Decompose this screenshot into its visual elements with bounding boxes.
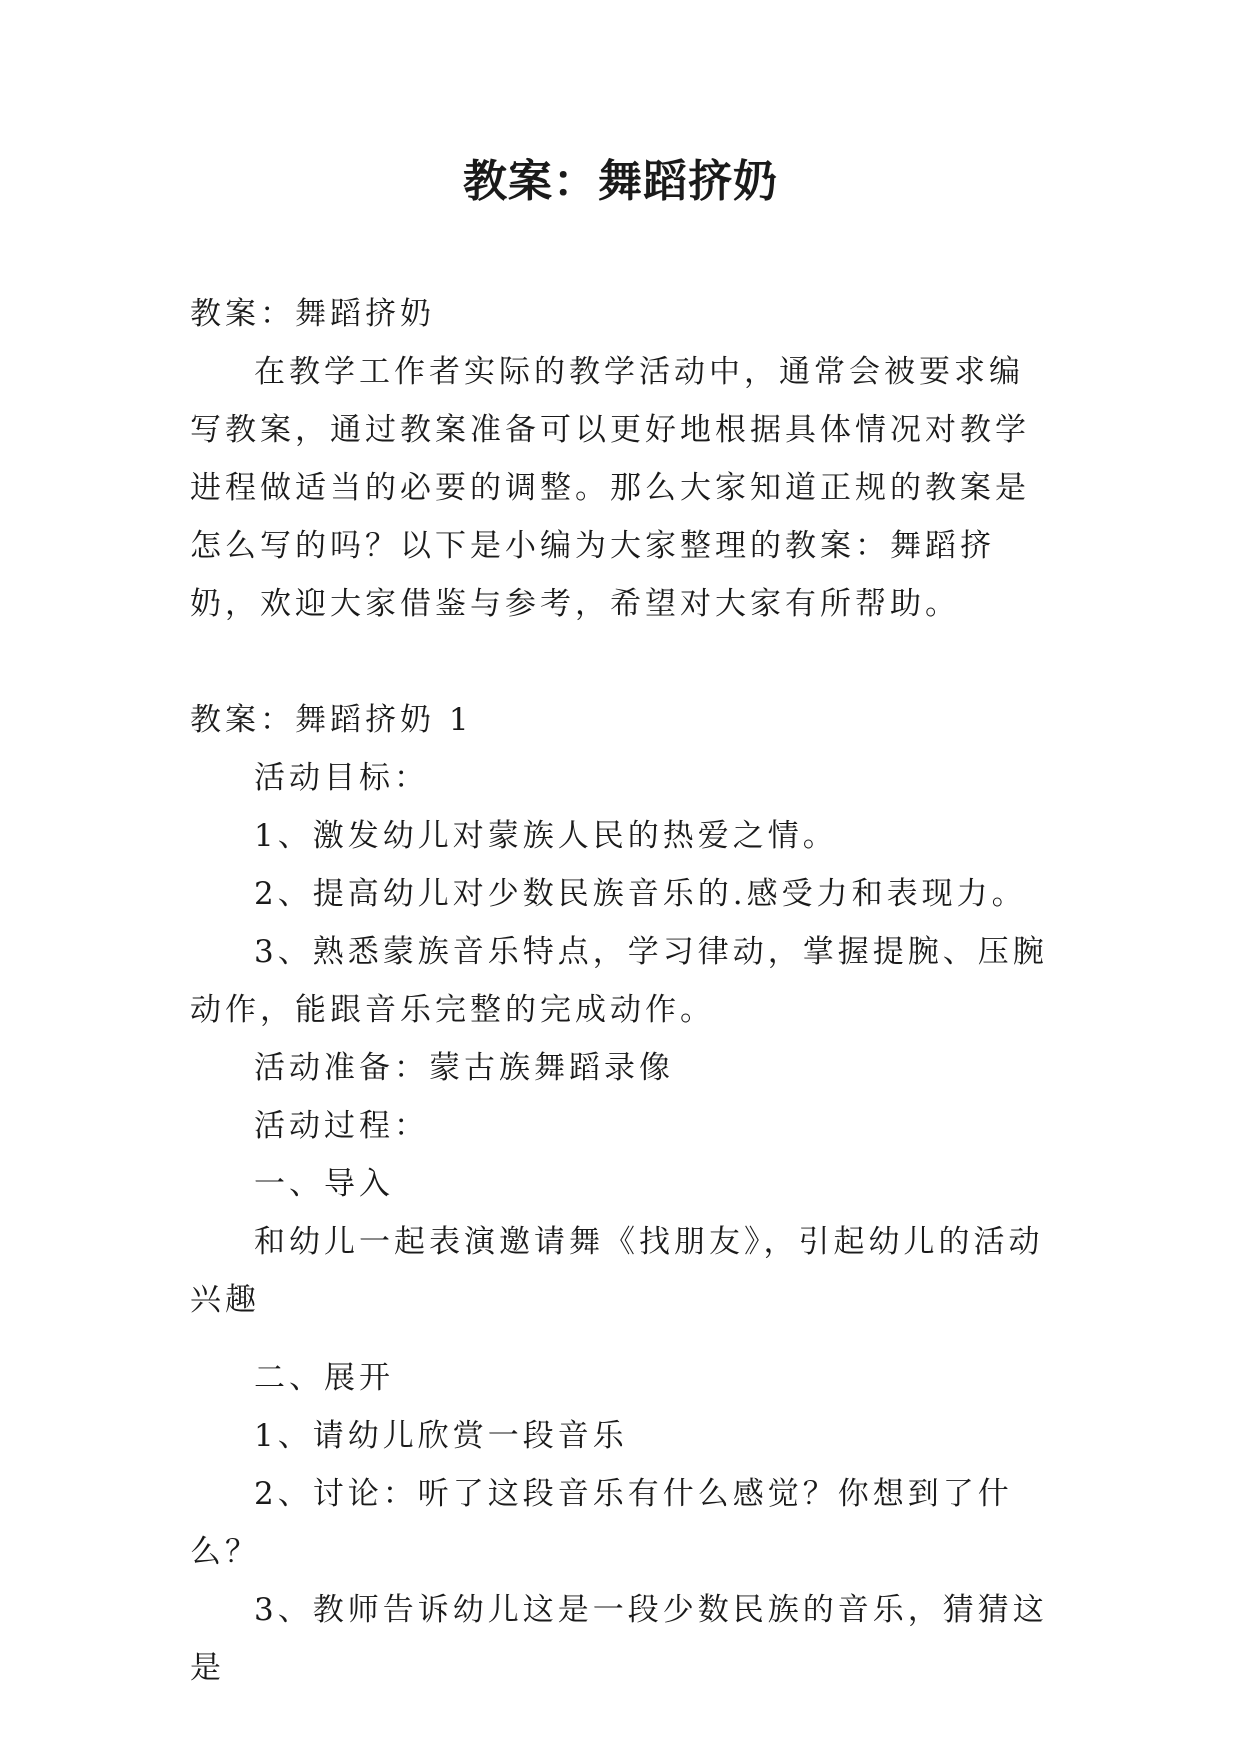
expand-step-2: 2、讨论：听了这段音乐有什么感觉？你想到了什么？ [190,1476,1013,1570]
intro-paragraph: 在教学工作者实际的教学活动中，通常会被要求编写教案，通过教案准备可以更好地根据具体情况对教学进程做适当的必要的调整。那么大家知道正规的教案是怎么写的吗？以下是小编为大家整理的教案：舞蹈挤奶，欢迎大家借鉴与参考，希望对大家有所帮助。 [190,354,1030,622]
document-title: 教案：舞蹈挤奶 [463,156,778,207]
section-heading-intro: 教案：舞蹈挤奶 [190,296,435,332]
goal-item-2: 2、提高幼儿对少数民族音乐的.感受力和表现力。 [254,876,1027,912]
activity-preparation: 活动准备：蒙古族舞蹈录像 [254,1050,674,1086]
step-heading-expand: 二、展开 [254,1360,394,1396]
intro-step-text: 和幼儿一起表演邀请舞《找朋友》，引起幼儿的活动兴趣 [190,1224,1044,1318]
goal-item-1: 1、激发幼儿对蒙族人民的热爱之情。 [254,818,838,854]
activity-process-heading: 活动过程： [254,1108,429,1144]
expand-step-1: 1、请幼儿欣赏一段音乐 [254,1418,628,1454]
activity-goals-heading: 活动目标： [254,760,429,796]
goal-item-3: 3、熟悉蒙族音乐特点，学习律动，掌握提腕、压腕动作，能跟音乐完整的完成动作。 [190,934,1048,1028]
document-body [190,285,1050,1697]
expand-step-3: 3、教师告诉幼儿这是一段少数民族的音乐，猜猜这是 [190,1592,1048,1686]
section-heading-1: 教案：舞蹈挤奶 1 [190,702,473,738]
step-heading-intro: 一、导入 [254,1166,394,1202]
